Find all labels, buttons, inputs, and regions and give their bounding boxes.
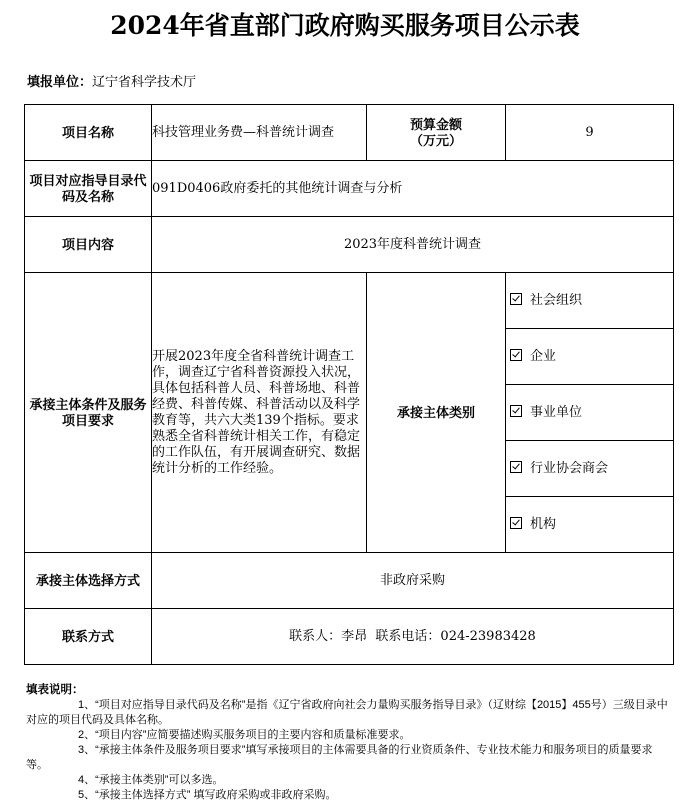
reporting-unit (27, 71, 196, 90)
notes-heading: 填表说明： (26, 684, 84, 696)
budget-label: 预算金额 （万元） (367, 105, 506, 161)
note-item: 4、“承接主体类别”可以多选。 (78, 774, 224, 786)
notes-section (26, 683, 671, 803)
entity-type-option (506, 441, 674, 497)
selection-value: 非政府采购 (152, 553, 674, 609)
budget-value: 9 (506, 105, 674, 161)
catalog-label: 项目对应指导目录代码及名称 (25, 161, 152, 217)
requirements-value: 开展2023年度全省科普统计调查工作，调查辽宁省科普资源投入状况，具体包括科普人员、科普场地、科普经费、科普传媒、科普活动以及科学教育等，共六大类139个指标。要求熟悉全省科普统计相关工作，有稳定的工作队伍，有开展调查研究、数据统计分析的工作经验。 (152, 273, 367, 553)
reporting-unit-label: 填报单位： (27, 74, 93, 89)
requirements-label: 承接主体条件及服务项目要求 (25, 273, 152, 553)
entity-type-option (506, 497, 674, 553)
entity-type-text: 社会组织 (530, 292, 583, 308)
entity-type-option (506, 385, 674, 441)
note-item: 5、“承接主体选择方式” 填写政府采购或非政府采购。 (78, 789, 337, 801)
contact-value: 联系人：李昂 联系电话：024-23983428 (152, 609, 674, 665)
checkbox-checked-icon (510, 461, 522, 473)
project-name-value: 科技管理业务费—科普统计调查 (152, 105, 367, 161)
checkbox-checked-icon (510, 405, 522, 417)
entity-type-text: 机构 (530, 516, 557, 532)
catalog-value: 091D0406政府委托的其他统计调查与分析 (152, 161, 674, 217)
entity-type-option (506, 329, 674, 385)
contact-label: 联系方式 (25, 609, 152, 665)
entity-type-text: 事业单位 (530, 404, 583, 420)
note-item: 2、“项目内容”应简要描述购买服务项目的主要内容和质量标准要求。 (78, 729, 411, 741)
entity-type-text: 企业 (530, 348, 557, 364)
project-table (24, 104, 674, 665)
entity-type-label: 承接主体类别 (367, 273, 506, 553)
entity-type-text: 行业协会商会 (530, 460, 609, 476)
checkbox-checked-icon (510, 349, 522, 361)
entity-type-option (506, 273, 674, 329)
page-title: 2024年省直部门政府购买服务项目公示表 (110, 11, 580, 40)
checkbox-checked-icon (510, 293, 522, 305)
content-label: 项目内容 (25, 217, 152, 273)
project-name-label: 项目名称 (25, 105, 152, 161)
selection-label: 承接主体选择方式 (25, 553, 152, 609)
reporting-unit-value: 辽宁省科学技术厅 (92, 75, 197, 90)
content-value: 2023年度科普统计调查 (152, 217, 674, 273)
note-item: 3、“承接主体条件及服务项目要求”填写承接项目的主体需要具备的行业资质条件、专业技术能力和服务项目的质量要求等。 (26, 744, 653, 771)
checkbox-checked-icon (510, 517, 522, 529)
note-item: 1、“项目对应指导目录代码及名称”是指《辽宁省政府向社会力量购买服务指导目录》（辽财综【2015】455号）三级目录中对应的项目代码及具体名称。 (26, 699, 668, 726)
